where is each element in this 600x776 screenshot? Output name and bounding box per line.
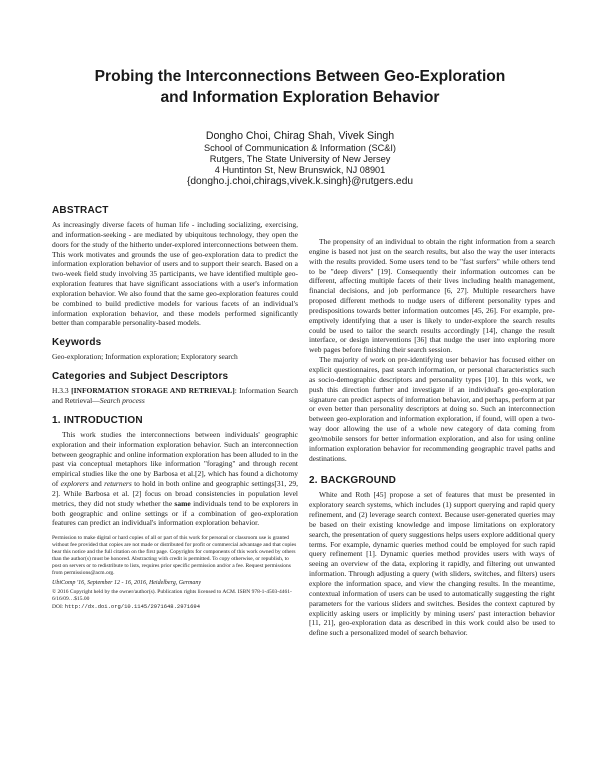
doi-link[interactable]: http://dx.doi.org/10.1145/2971648.2971694 bbox=[64, 603, 201, 611]
background-paragraph: White and Roth [45] propose a set of features that must be presented in exploratory search systems, which includes (1) support querying and rapid query refinement, and (2) leverage search context. Because user-generated queries may be based on their existing knowledge and impose limitations on exploratory search, the presentation of query suggestions helps users explore additional query terms. For example, dynamic queries method could be employed for such rapid query refinement [1]. Dynamic queries method provides users with ways of seeing an overview of the data, exploring it rapidly, and filtering out unwanted information. Through adjusting a query (with sliders, switches, and filters) users explore the information space, and view the changing results. In the meantime, contextual information of users can be used to automatically suggesting the right parameters for the various sliders and switches. Besides the context captured by explicitly asking users or implicitly by mining users' past interaction behavior [11, 21], geo-exploration data as described in this work could also be used to define such a personalized model of search behavior. bbox=[309, 490, 555, 638]
category-italic: Search process bbox=[99, 395, 145, 405]
venue-line bbox=[52, 580, 298, 587]
keywords-heading: Keywords bbox=[52, 337, 102, 349]
authors: Dongho Choi, Chirag Shah, Vivek Singh bbox=[205, 130, 395, 142]
copyright-block bbox=[52, 535, 298, 611]
affiliation-line: Rutgers, The State University of New Jersey bbox=[209, 154, 391, 164]
left-column bbox=[52, 205, 298, 611]
intro-and: and bbox=[88, 479, 105, 489]
intro-text-b: to hold in both online and geographic settings[31, 29, 2]. While Barbosa et al. [2] focus on broad consistencies in population level metrics, they did not study whether the bbox=[52, 479, 298, 508]
right-column bbox=[309, 205, 555, 638]
categories-heading: Categories and Subject Descriptors bbox=[52, 371, 229, 383]
doi-label: DOI: bbox=[52, 604, 65, 611]
intro-strong-same: same bbox=[174, 498, 191, 508]
categories-text bbox=[52, 386, 298, 406]
right-paragraph-1: The propensity of an individual to obtain the right information from a search engine is based not just on the search results, but also the way the user interacts with the results provided. Some users tend to be "fast surfers" while others tend to be "deep divers" [19]. Consequently their information outcomes can be different, affecting multiple facets of their lives including health management, financial decisions, and job performance [6, 27]. Multiple researchers have proposed different methods to nudge users of different personality types and predispositions towards better information outcomes [45, 26]. For example, pre-emptively identifying that a user is likely to under-explore the search results could be used to tailor the search results accordingly [14], change the result interface, or design interventions [36] that nudge the user into exploring more web pages before finishing their search session. bbox=[309, 237, 555, 355]
intro-paragraph bbox=[52, 430, 298, 528]
intro-em-returners: returners bbox=[104, 479, 132, 489]
category-bold: [INFORMATION STORAGE AND RETRIEVAL] bbox=[71, 386, 235, 396]
author-block bbox=[40, 130, 560, 188]
keywords-text: Geo-exploration; Information exploration; Exploratory search bbox=[52, 352, 238, 362]
category-rest: : Information Search and Retrieval— bbox=[52, 386, 298, 405]
right-paragraph-2: The majority of work on pre-identifying user behavior has focused either on explicit questionnaires, past search information, or personal characteristics such as socio-demographic descriptors and personality types [10]. In this work, we push this direction further and investigate if an individual's geo-exploration signature can predict aspects of information behavior, and perhaps, perform at par or even better than personality descriptors at doing so. Such an interconnection between geo-exploration and information exploration, if found, will open a two-way door allowing the use of a whole new category of data coming from geo/mobile sensors for better information exploration, and also for using online information exploration behavior for recommending geographic travel paths and destinations. bbox=[309, 355, 555, 463]
abstract-text: As increasingly diverse facets of human life - including socializing, exercising, and information-seeking - are mediated by ubiquitous technology, they open the doors for the study of the hitherto under-explored interconnections between them. This work motivates and grounds the use of geo-exploration data to predict the information exploration behavior of users and to support their search. Based on a two-week field study involving 35 participants, we have identified multiple geo-exploration features that have significant associations with a user's information exploration behavior. We also found that the same geo-exploration features could be combined to build predictive models for various facets of an individual's information exploration behavior, and these models performed significantly better than comparable personality-based models. bbox=[52, 220, 298, 328]
introduction-heading: 1. INTRODUCTION bbox=[52, 414, 143, 426]
background-heading: 2. BACKGROUND bbox=[309, 475, 397, 487]
permission-notice: Permission to make digital or hard copies of all or part of this work for personal or classroom use is granted without fee provided that copies are not made or distributed for profit or commercial advantage and that copies bear this notice and the full citation on the first page. Copyrights for components of this work owned by others than the author(s) must be honored. Abstracting with credit is permitted. To copy otherwise, or republish, to post on servers or to redistribute to lists, requires prior specific permission and/or a fee. Request permissions from permissions@acm.org. bbox=[52, 535, 297, 576]
venue-text: UbiComp '16, September 12 - 16, 2016, Heidelberg, Germany bbox=[52, 579, 202, 586]
title-line-1: Probing the Interconnections Between Geo-Exploration bbox=[94, 68, 506, 85]
rights-notice: © 2016 Copyright held by the owner/author(s). Publication rights licensed to ACM. ISBN 978-1-4503-4461-6/16/09…$15.00 bbox=[52, 588, 292, 602]
paper-title bbox=[40, 66, 560, 108]
intro-em-explorers: explorers bbox=[60, 479, 89, 489]
intro-text-c: individuals tend to be explorers in both geographic and online settings or if a combination of geo-exploration features can predict an individual's information exploration behavior. bbox=[52, 498, 298, 528]
title-line-2: and Information Exploration Behavior bbox=[160, 89, 440, 106]
intro-text-a: This work studies the interconnections between individuals' geographic exploration and their information exploration behavior. Such an interconnection between geographic and online information exploration has been alluded to in the past via conceptual metaphors like information "foraging" and through recent empirical studies like the one by Barbosa et al.[2], which has found a dichotomy of bbox=[52, 429, 298, 489]
affiliation-line: 4 Huntinton St, New Brunswick, NJ 08901 bbox=[214, 165, 386, 175]
category-code: H.3.3 bbox=[52, 386, 72, 396]
affiliation-line: School of Communication & Information (SC&I) bbox=[204, 143, 396, 153]
author-email: {dongho.j.choi,chirags,vivek.k.singh}@rutgers.edu bbox=[186, 176, 414, 187]
abstract-heading: ABSTRACT bbox=[52, 205, 109, 216]
doi-line bbox=[52, 604, 298, 611]
